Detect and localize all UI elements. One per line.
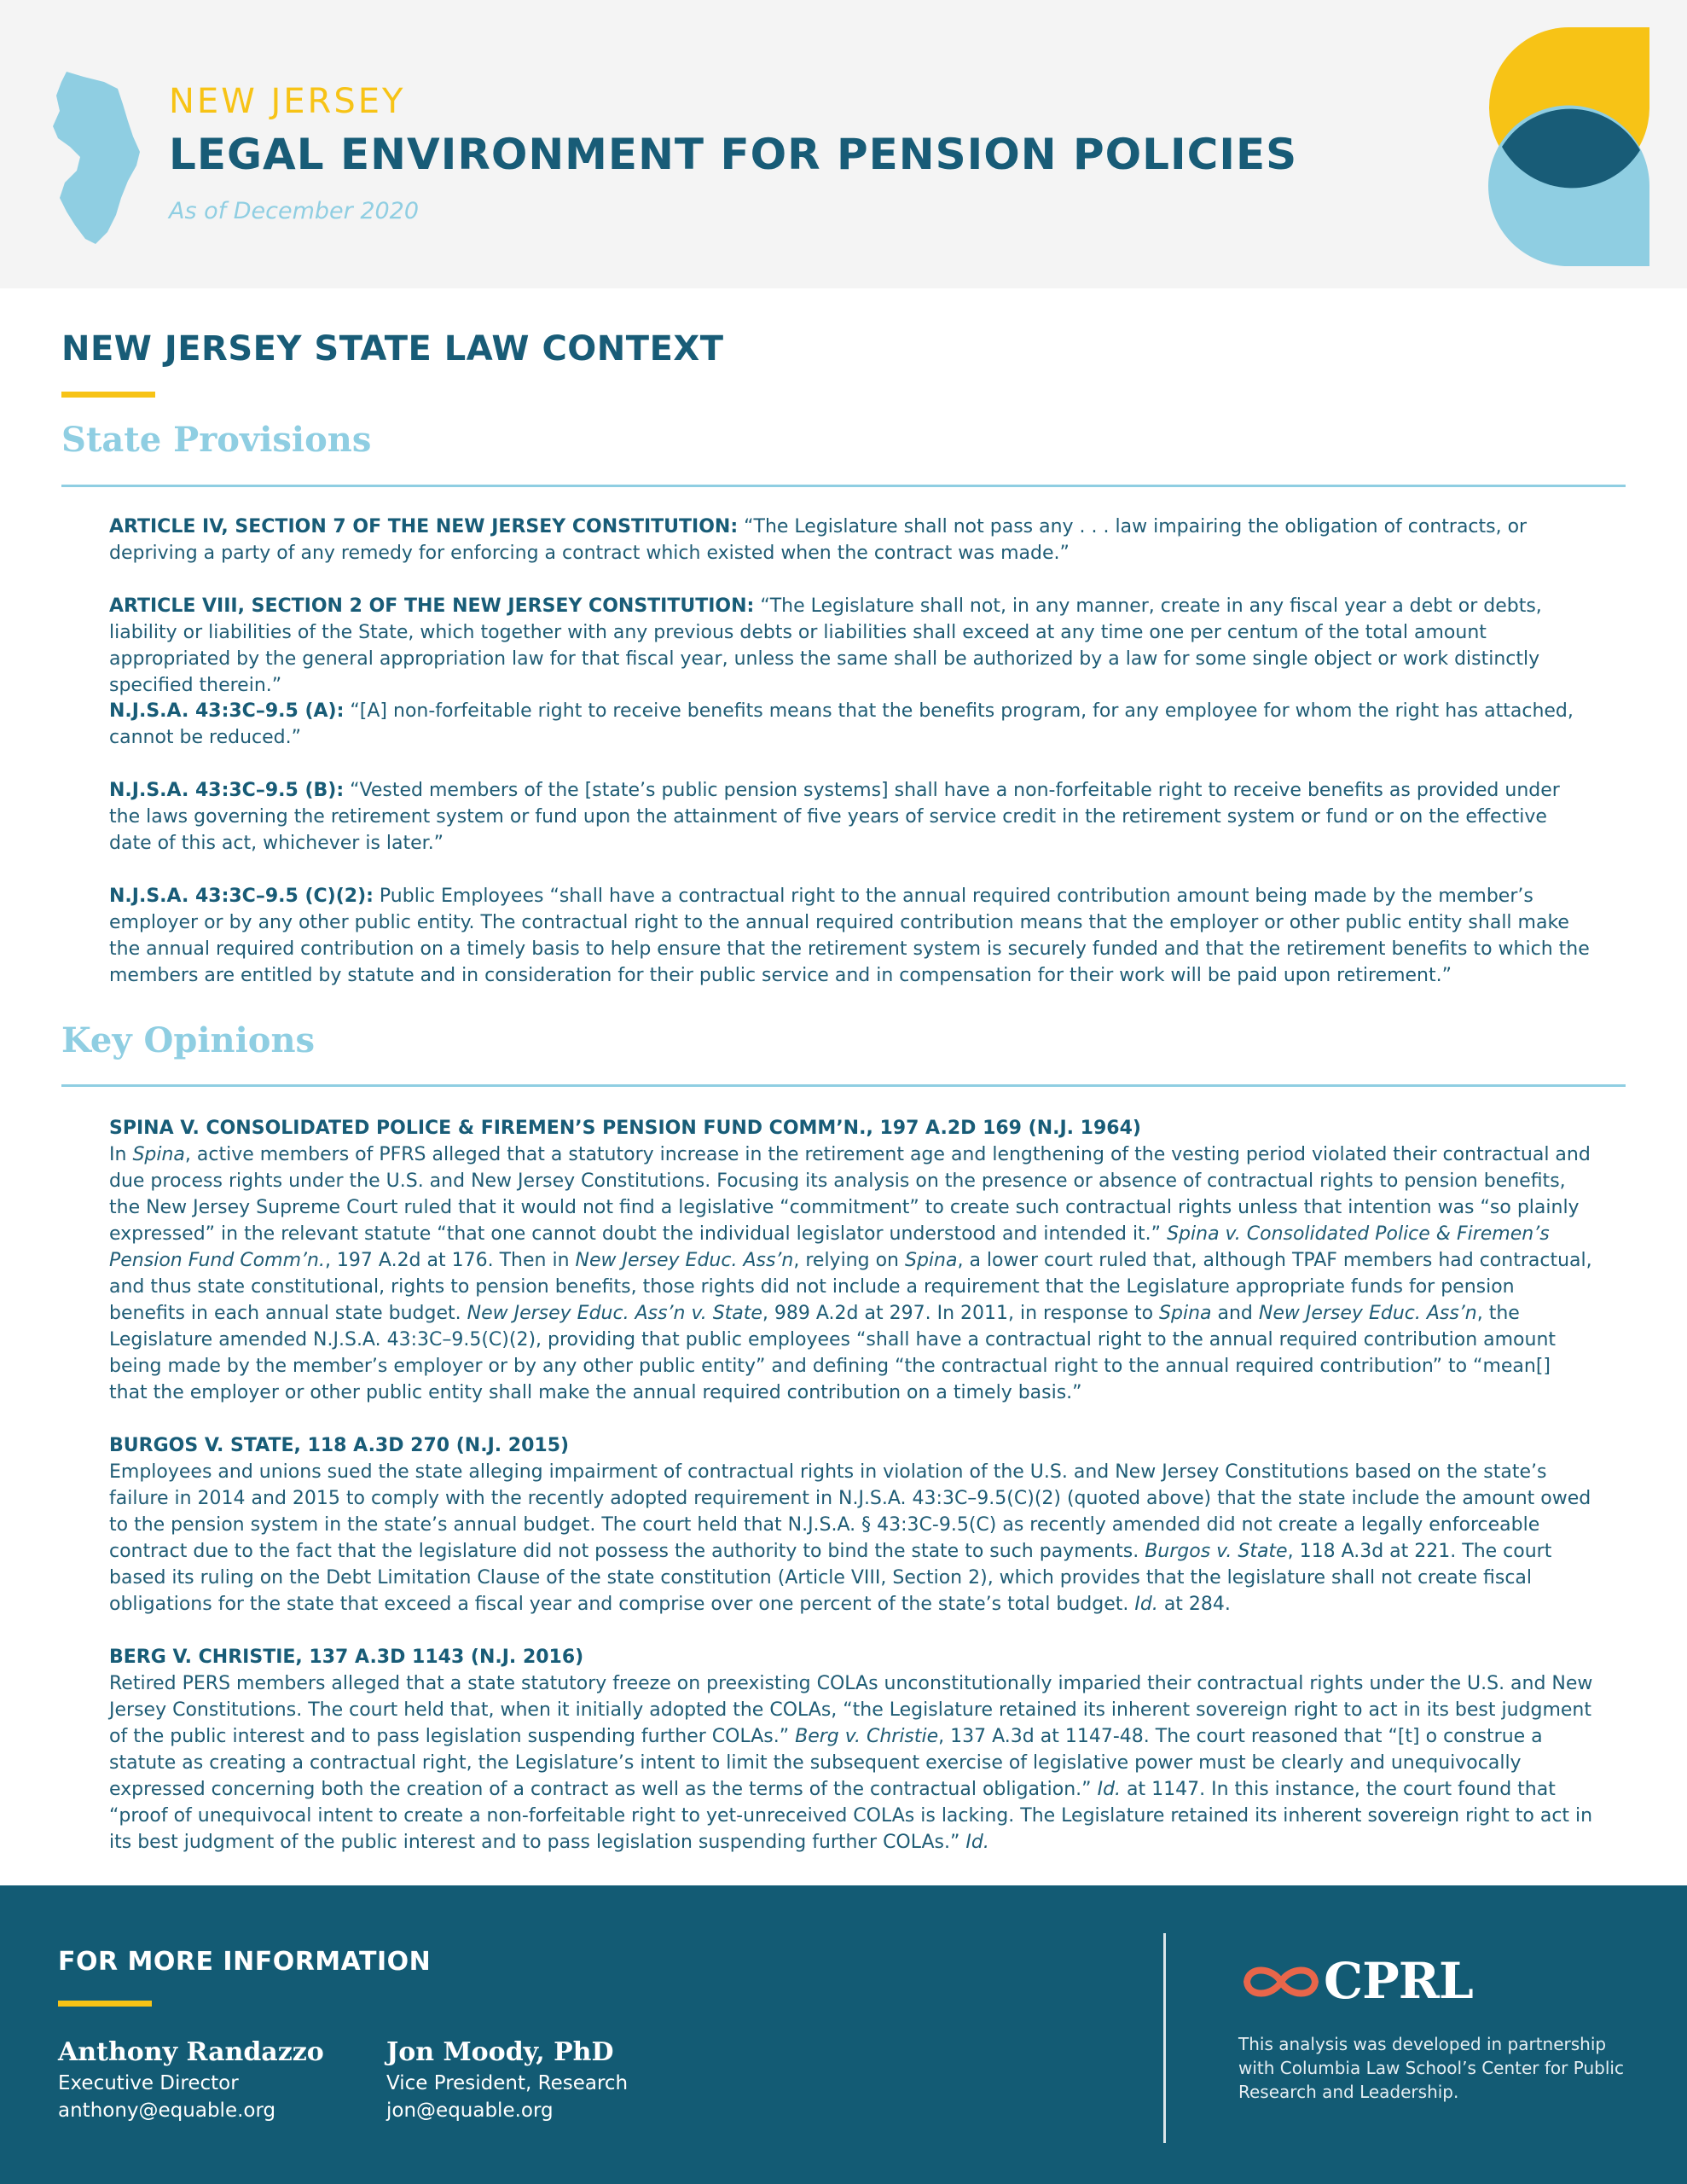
contact-role: Vice President, Research <box>386 2072 629 2094</box>
case-text: In <box>109 1144 133 1165</box>
key-opinions-heading: Key Opinions <box>61 1020 316 1060</box>
section-title: NEW JERSEY STATE LAW CONTEXT <box>61 329 724 369</box>
case-item <box>109 1115 1593 1406</box>
contact-name: Anthony Randazzo <box>58 2037 324 2067</box>
case-citation-italic: New Jersey Educ. Ass’n v. State <box>467 1303 762 1324</box>
provision-citation: ARTICLE VIII, SECTION 2 OF THE NEW JERSEY CONSTITUTION: <box>109 595 755 617</box>
provision-item <box>109 593 1593 699</box>
page-header <box>0 0 1687 288</box>
infinity-icon <box>1238 1960 1324 2003</box>
state-provisions-heading: State Provisions <box>61 420 372 460</box>
contact-role: Executive Director <box>58 2072 239 2094</box>
partnership-note: This analysis was developed in partnership with Columbia Law School’s Center for Public Research and Leadership. <box>1238 2034 1624 2102</box>
case-text: , 989 A.2d at 297. In 2011, in response to <box>762 1303 1160 1324</box>
case-text: , 118 A.3d at 221. The court based its ruling on the Debt Limitation Clause of the state constitution (Article VIII, Section 2), which provides that the legislature shall not create fiscal obligations for the state that exceed a fiscal year and comprise over one percent of the state’s total budget. <box>109 1541 1552 1615</box>
case-title: BURGOS V. STATE, 118 A.3D 270 (N.J. 2015) <box>109 1435 570 1456</box>
provision-item <box>109 777 1593 857</box>
case-summary <box>109 1459 1593 1618</box>
case-citation-italic: Id. <box>1097 1779 1122 1800</box>
case-text: Employees and unions sued the state alleging impairment of contractual rights in violation of the U.S. and New Jersey Constitutions based on the state’s failure in 2014 and 2015 to comply with the recently adopted requirement in N.J.S.A. 43:3C–9.5(C)(2) (quoted above) that the state include the amount owed to the pension system in the state’s annual budget. The court held that N.J.S.A. § 43:3C-9.5(C) as recently amended did not create a legally enforceable contract due to the fact that the legislature did not possess the authority to bind the state to such payments. <box>109 1461 1591 1562</box>
provision-item <box>109 883 1593 989</box>
case-citation-italic: Burgos v. State <box>1145 1541 1288 1562</box>
cprl-logo-text: CPRL <box>1324 1952 1473 2010</box>
more-info-underline <box>58 2001 152 2007</box>
case-citation-italic: New Jersey Educ. Ass’n <box>575 1250 794 1271</box>
provision-citation: N.J.S.A. 43:3C–9.5 (A): <box>109 700 345 722</box>
provision-text: “[A] non-forfeitable right to receive benefits means that the benefits program, for any employee for whom the right has attached, cannot be reduced.” <box>109 700 1574 748</box>
provision-citation: ARTICLE IV, SECTION 7 OF THE NEW JERSEY CONSTITUTION: <box>109 516 739 537</box>
case-text: at 1147. In this instance, the court found that “proof of unequivocal intent to create a non-forfeitable right to yet-unreceived COLAs is lacking. The Legislature retained its inherent sovereign right to act in its best judgment of the public interest and to pass legislation suspending further COLAs.” <box>109 1779 1593 1853</box>
provision-item <box>109 514 1593 566</box>
state-provisions-rule <box>61 485 1626 487</box>
case-title: SPINA V. CONSOLIDATED POLICE & FIREMEN’S PENSION FUND COMM’N., 197 A.2D 169 (N.J. 1964) <box>109 1118 1141 1139</box>
case-citation-italic: Spina <box>904 1250 958 1271</box>
case-title: BERG V. CHRISTIE, 137 A.3D 1143 (N.J. 2016) <box>109 1647 584 1668</box>
more-info-heading: FOR MORE INFORMATION <box>58 1947 432 1977</box>
document-title: LEGAL ENVIRONMENT FOR PENSION POLICIES <box>169 130 1298 179</box>
case-text: , 137 A.3d at 1147-48. The court reasoned that “[t] o construe a statute as creating a contractual right, the Legislature’s intent to limit the subsequent exercise of legislative power must be clearly and unequivocally expressed concerning both the creation of a contract as well as the terms of the contractual obligation.” <box>109 1726 1543 1800</box>
case-text: , active members of PFRS alleged that a statutory increase in the retirement age and lengthening of the vesting period violated their contractual and due process rights under the U.S. and New Jersey Constitutions. Focusing its analysis on the presence or absence of contractual rights to pension benefits, the New Jersey Supreme Court ruled that it would not find a legislative “commitment” to create such contractual rights unless that intention was “so plainly expressed” in the relevant statute “that one cannot doubt the individual legislator understood and intended it.” <box>109 1144 1591 1245</box>
provision-citation: N.J.S.A. 43:3C–9.5 (B): <box>109 780 345 801</box>
case-item <box>109 1644 1593 1856</box>
section-title-underline <box>61 392 155 398</box>
provision-citation: N.J.S.A. 43:3C–9.5 (C)(2): <box>109 886 374 907</box>
provision-item <box>109 698 1593 751</box>
case-item <box>109 1432 1593 1618</box>
case-citation-italic: Id. <box>965 1832 989 1853</box>
case-text: Retired PERS members alleged that a state statutory freeze on preexisting COLAs unconstitutionally imparied their contractual rights under the U.S. and New Jersey Constitutions. The court held that, when it initially adopted the COLAs, “the Legislature retained its inherent sovereign right to act in its best judgment of the public interest and to pass legislation suspending further COLAs.” <box>109 1673 1593 1747</box>
contact-name: Jon Moody, PhD <box>386 2037 614 2067</box>
case-citation-italic: Spina <box>132 1144 185 1165</box>
provision-text: “Vested members of the [state’s public pension systems] shall have a non-forfeitable right to receive benefits as provided under the laws governing the retirement system or fund upon the attainment of five years of service credit in the retirement system or fund or on the effective date of this act, whichever is later.” <box>109 780 1560 854</box>
case-text: and <box>1211 1303 1259 1324</box>
contact-card <box>58 2036 324 2124</box>
case-text: , a lower court ruled that, although TPAF members had contractual, and thus state constitutional, rights to pension benefits, those rights did not include a requirement that the Legislature appropriate funds for pension benefits in each annual state budget. <box>109 1250 1592 1324</box>
state-name: NEW JERSEY <box>169 82 406 121</box>
page-footer <box>0 1885 1687 2184</box>
key-opinions-rule <box>61 1084 1626 1087</box>
case-text: , the Legislature amended N.J.S.A. 43:3C–9.5(C)(2), providing that public employees “shall have a contractual right to the annual required contribution amount being made by the member’s employer or by any other public entity” and defining “the contractual right to the annual required contribution” to “mean[] that the employer or other public entity shall make the annual required contribution on a timely basis.” <box>109 1303 1557 1403</box>
case-summary <box>109 1141 1593 1406</box>
equable-brand-mark-icon <box>1488 27 1649 266</box>
as-of-date: As of December 2020 <box>169 198 420 224</box>
new-jersey-map-icon <box>51 70 145 246</box>
provision-text: Public Employees “shall have a contractual right to the annual required contribution amount being made by the member’s employer or by any other public entity. The contractual right to the annual required contribution means that the employer or other public entity shall make the annual required contribution on a timely basis to help ensure that the retirement system is securely funded and that the retirement benefits to which the members are entitled by statute and in consideration for their public service and in compensation for their work will be paid upon retirement.” <box>109 886 1590 986</box>
contact-email[interactable]: jon@equable.org <box>386 2100 554 2122</box>
contact-card <box>386 2036 628 2124</box>
provision-text: “The Legislature shall not, in any manner, create in any fiscal year a debt or debts, liability or liabilities of the State, which together with any previous debts or liabilities shall exceed at any time one per centum of the total amount appropriated by the general appropriation law for that fiscal year, unless the same shall be authorized by a law for some single object or work distinctly specified therein.” <box>109 595 1542 696</box>
case-text: , relying on <box>793 1250 905 1271</box>
provision-text: “The Legislature shall not pass any . . . law impairing the obligation of contracts, or depriving a party of any remedy for enforcing a contract which existed when the contract was made.” <box>109 516 1528 564</box>
case-text: , 197 A.2d at 176. Then in <box>324 1250 576 1271</box>
contact-email[interactable]: anthony@equable.org <box>58 2100 276 2122</box>
case-citation-italic: Spina v. Consolidated Police & Firemen’s Pension Fund Comm’n. <box>109 1223 1550 1271</box>
case-citation-italic: New Jersey Educ. Ass’n <box>1258 1303 1477 1324</box>
case-citation-italic: Spina <box>1159 1303 1212 1324</box>
case-text: at 284. <box>1157 1594 1231 1615</box>
footer-divider <box>1163 1933 1166 2143</box>
case-citation-italic: Berg v. Christie <box>795 1726 939 1747</box>
case-summary <box>109 1670 1593 1856</box>
case-citation-italic: Id. <box>1134 1594 1158 1615</box>
